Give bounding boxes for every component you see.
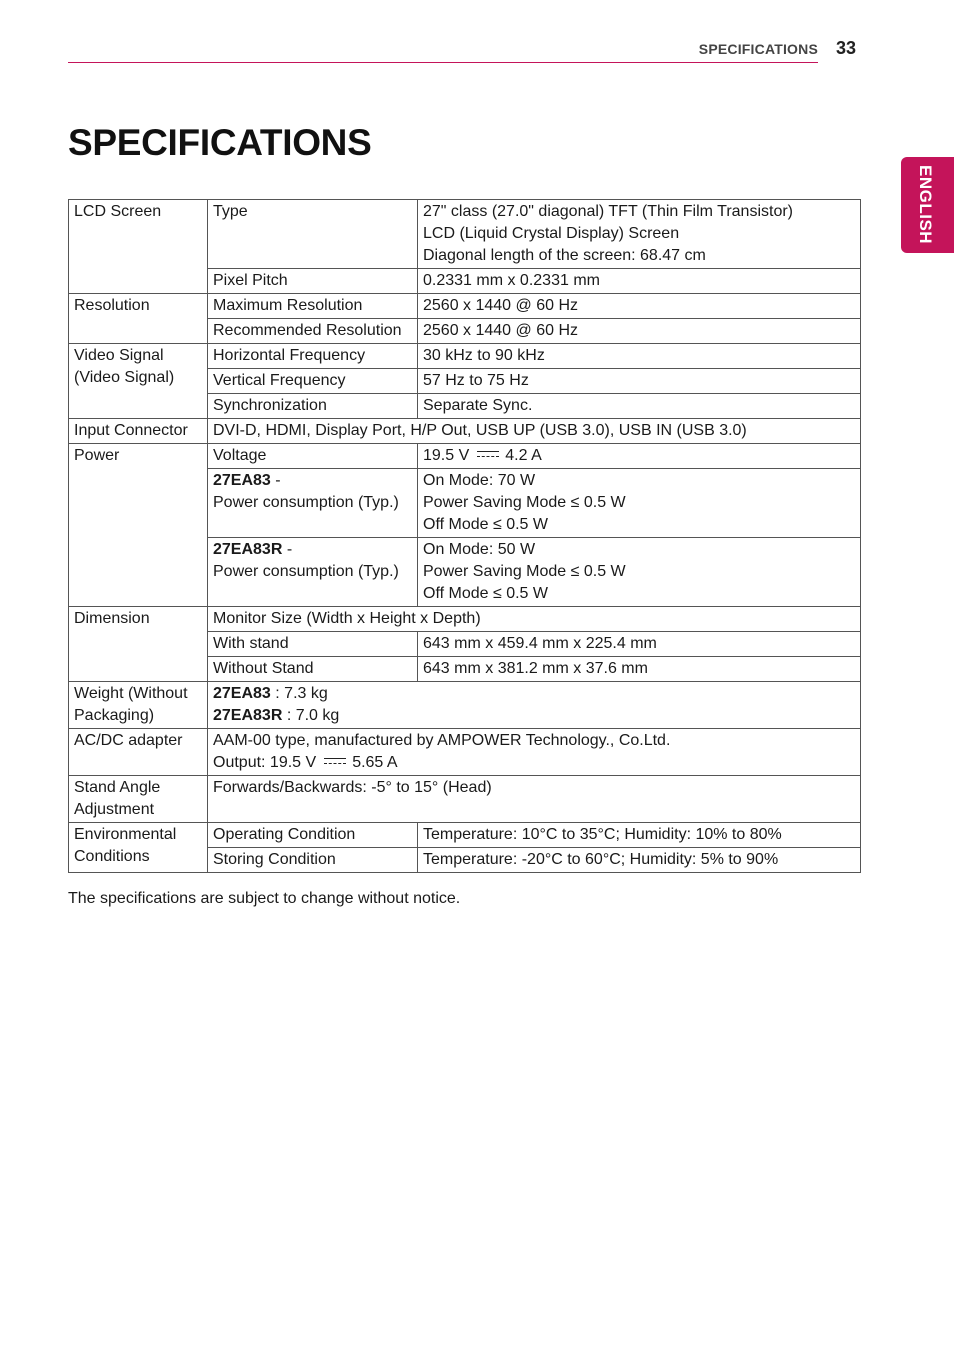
voltage-amps: 4.2 A	[505, 447, 542, 464]
adapter-type: AAM-00 type, manufactured by AMPOWER Technology., Co.Ltd.	[213, 732, 671, 749]
weight-model-2-name: 27EA83R	[213, 707, 283, 724]
dc-current-icon	[324, 758, 346, 766]
row-header-weight	[69, 682, 208, 729]
vertical-frequency-label: Vertical Frequency	[208, 369, 418, 394]
table-row	[69, 344, 861, 369]
weight-model-2-value: : 7.0 kg	[282, 707, 340, 724]
power-model-2-desc: Power consumption (Typ.)	[213, 563, 399, 580]
adapter-output	[213, 752, 855, 774]
row-header-lcd-screen: LCD Screen	[69, 200, 208, 294]
power-model-1-name: 27EA83	[213, 472, 271, 489]
weight-value	[208, 682, 861, 729]
without-stand-value: 643 mm x 381.2 mm x 37.6 mm	[418, 657, 861, 682]
max-resolution-value: 2560 x 1440 @ 60 Hz	[418, 294, 861, 319]
power-model-2-mode: On Mode: 50 W	[423, 541, 536, 558]
video-signal-label-line: Video Signal	[74, 347, 164, 364]
environmental-label-line: Environmental	[74, 826, 177, 843]
pixel-pitch-value: 0.2331 mm x 0.2331 mm	[418, 269, 861, 294]
dimension-header: Monitor Size (Width x Height x Depth)	[208, 607, 861, 632]
power-model-2-mode: Power Saving Mode ≤ 0.5 W	[423, 563, 626, 580]
storing-condition-label: Storing Condition	[208, 848, 418, 873]
with-stand-value: 643 mm x 459.4 mm x 225.4 mm	[418, 632, 861, 657]
voltage-value	[418, 444, 861, 469]
table-row	[69, 776, 861, 823]
adapter-output-volts: Output: 19.5 V	[213, 754, 317, 771]
power-model-1-suffix: -	[270, 472, 281, 489]
footnote: The specifications are subject to change without notice.	[68, 890, 461, 907]
recommended-resolution-value: 2560 x 1440 @ 60 Hz	[418, 319, 861, 344]
horizontal-frequency-value: 30 kHz to 90 kHz	[418, 344, 861, 369]
operating-condition-label: Operating Condition	[208, 823, 418, 848]
voltage-volts: 19.5 V	[423, 447, 470, 464]
power-model-1-mode: On Mode: 70 W	[423, 472, 536, 489]
type-line: Diagonal length of the screen: 68.47 cm	[423, 247, 706, 264]
power-model-2-line	[213, 539, 412, 561]
weight-model-1-name: 27EA83	[213, 685, 271, 702]
pixel-pitch-label: Pixel Pitch	[208, 269, 418, 294]
vertical-frequency-value: 57 Hz to 75 Hz	[418, 369, 861, 394]
type-value	[418, 200, 861, 269]
table-row	[69, 200, 861, 269]
dc-current-icon	[477, 451, 499, 459]
power-model-1-label	[208, 469, 418, 538]
running-header-section: SPECIFICATIONS	[698, 41, 818, 57]
running-header	[68, 38, 818, 63]
table-row	[69, 294, 861, 319]
stand-angle-label-line: Adjustment	[74, 801, 155, 818]
row-header-adapter: AC/DC adapter	[69, 729, 208, 776]
specifications-table	[68, 199, 861, 873]
row-header-power: Power	[69, 444, 208, 607]
row-header-resolution: Resolution	[69, 294, 208, 344]
weight-model-1-value: : 7.3 kg	[270, 685, 328, 702]
operating-condition-value: Temperature: 10°C to 35°C; Humidity: 10% to 80%	[418, 823, 861, 848]
language-tab	[901, 157, 954, 253]
input-connector-value: DVI-D, HDMI, Display Port, H/P Out, USB UP (USB 3.0), USB IN (USB 3.0)	[208, 419, 861, 444]
power-model-1-value	[418, 469, 861, 538]
type-line: 27" class (27.0" diagonal) TFT (Thin Film Transistor)	[423, 203, 793, 220]
power-model-1-mode: Power Saving Mode ≤ 0.5 W	[423, 494, 626, 511]
page-title: SPECIFICATIONS	[68, 122, 372, 163]
max-resolution-label: Maximum Resolution	[208, 294, 418, 319]
power-model-2-mode: Off Mode ≤ 0.5 W	[423, 585, 548, 602]
environmental-label-line: Conditions	[74, 848, 150, 865]
weight-model-1	[213, 683, 855, 705]
synchronization-value: Separate Sync.	[418, 394, 861, 419]
table-row	[69, 682, 861, 729]
type-line: LCD (Liquid Crystal Display) Screen	[423, 225, 680, 242]
power-model-2-value	[418, 538, 861, 607]
storing-condition-value: Temperature: -20°C to 60°C; Humidity: 5% to 90%	[418, 848, 861, 873]
row-header-video-signal	[69, 344, 208, 419]
video-signal-label-line: (Video Signal)	[74, 369, 175, 386]
row-header-environmental	[69, 823, 208, 873]
table-row	[69, 729, 861, 776]
page-number: 33	[836, 38, 857, 58]
horizontal-frequency-label: Horizontal Frequency	[208, 344, 418, 369]
power-model-2-name: 27EA83R	[213, 541, 283, 558]
table-row	[69, 823, 861, 848]
table-row	[69, 444, 861, 469]
language-tab-label: ENGLISH	[916, 165, 935, 245]
row-header-input-connector: Input Connector	[69, 419, 208, 444]
adapter-value	[208, 729, 861, 776]
adapter-output-amps: 5.65 A	[352, 754, 398, 771]
with-stand-label: With stand	[208, 632, 418, 657]
table-row	[69, 607, 861, 632]
power-model-1-mode: Off Mode ≤ 0.5 W	[423, 516, 548, 533]
row-header-dimension: Dimension	[69, 607, 208, 682]
stand-angle-label-line: Stand Angle	[74, 779, 161, 796]
recommended-resolution-label: Recommended Resolution	[208, 319, 418, 344]
type-label: Type	[208, 200, 418, 269]
weight-model-2	[213, 705, 855, 727]
voltage-label: Voltage	[208, 444, 418, 469]
power-model-2-label	[208, 538, 418, 607]
weight-label-line: Weight (Without	[74, 685, 188, 702]
table-row	[69, 419, 861, 444]
row-header-stand-angle	[69, 776, 208, 823]
synchronization-label: Synchronization	[208, 394, 418, 419]
power-model-1-desc: Power consumption (Typ.)	[213, 494, 399, 511]
without-stand-label: Without Stand	[208, 657, 418, 682]
power-model-1-line	[213, 470, 412, 492]
weight-label-line: Packaging)	[74, 707, 155, 724]
power-model-2-suffix: -	[282, 541, 293, 558]
stand-angle-value: Forwards/Backwards: -5° to 15° (Head)	[208, 776, 861, 823]
